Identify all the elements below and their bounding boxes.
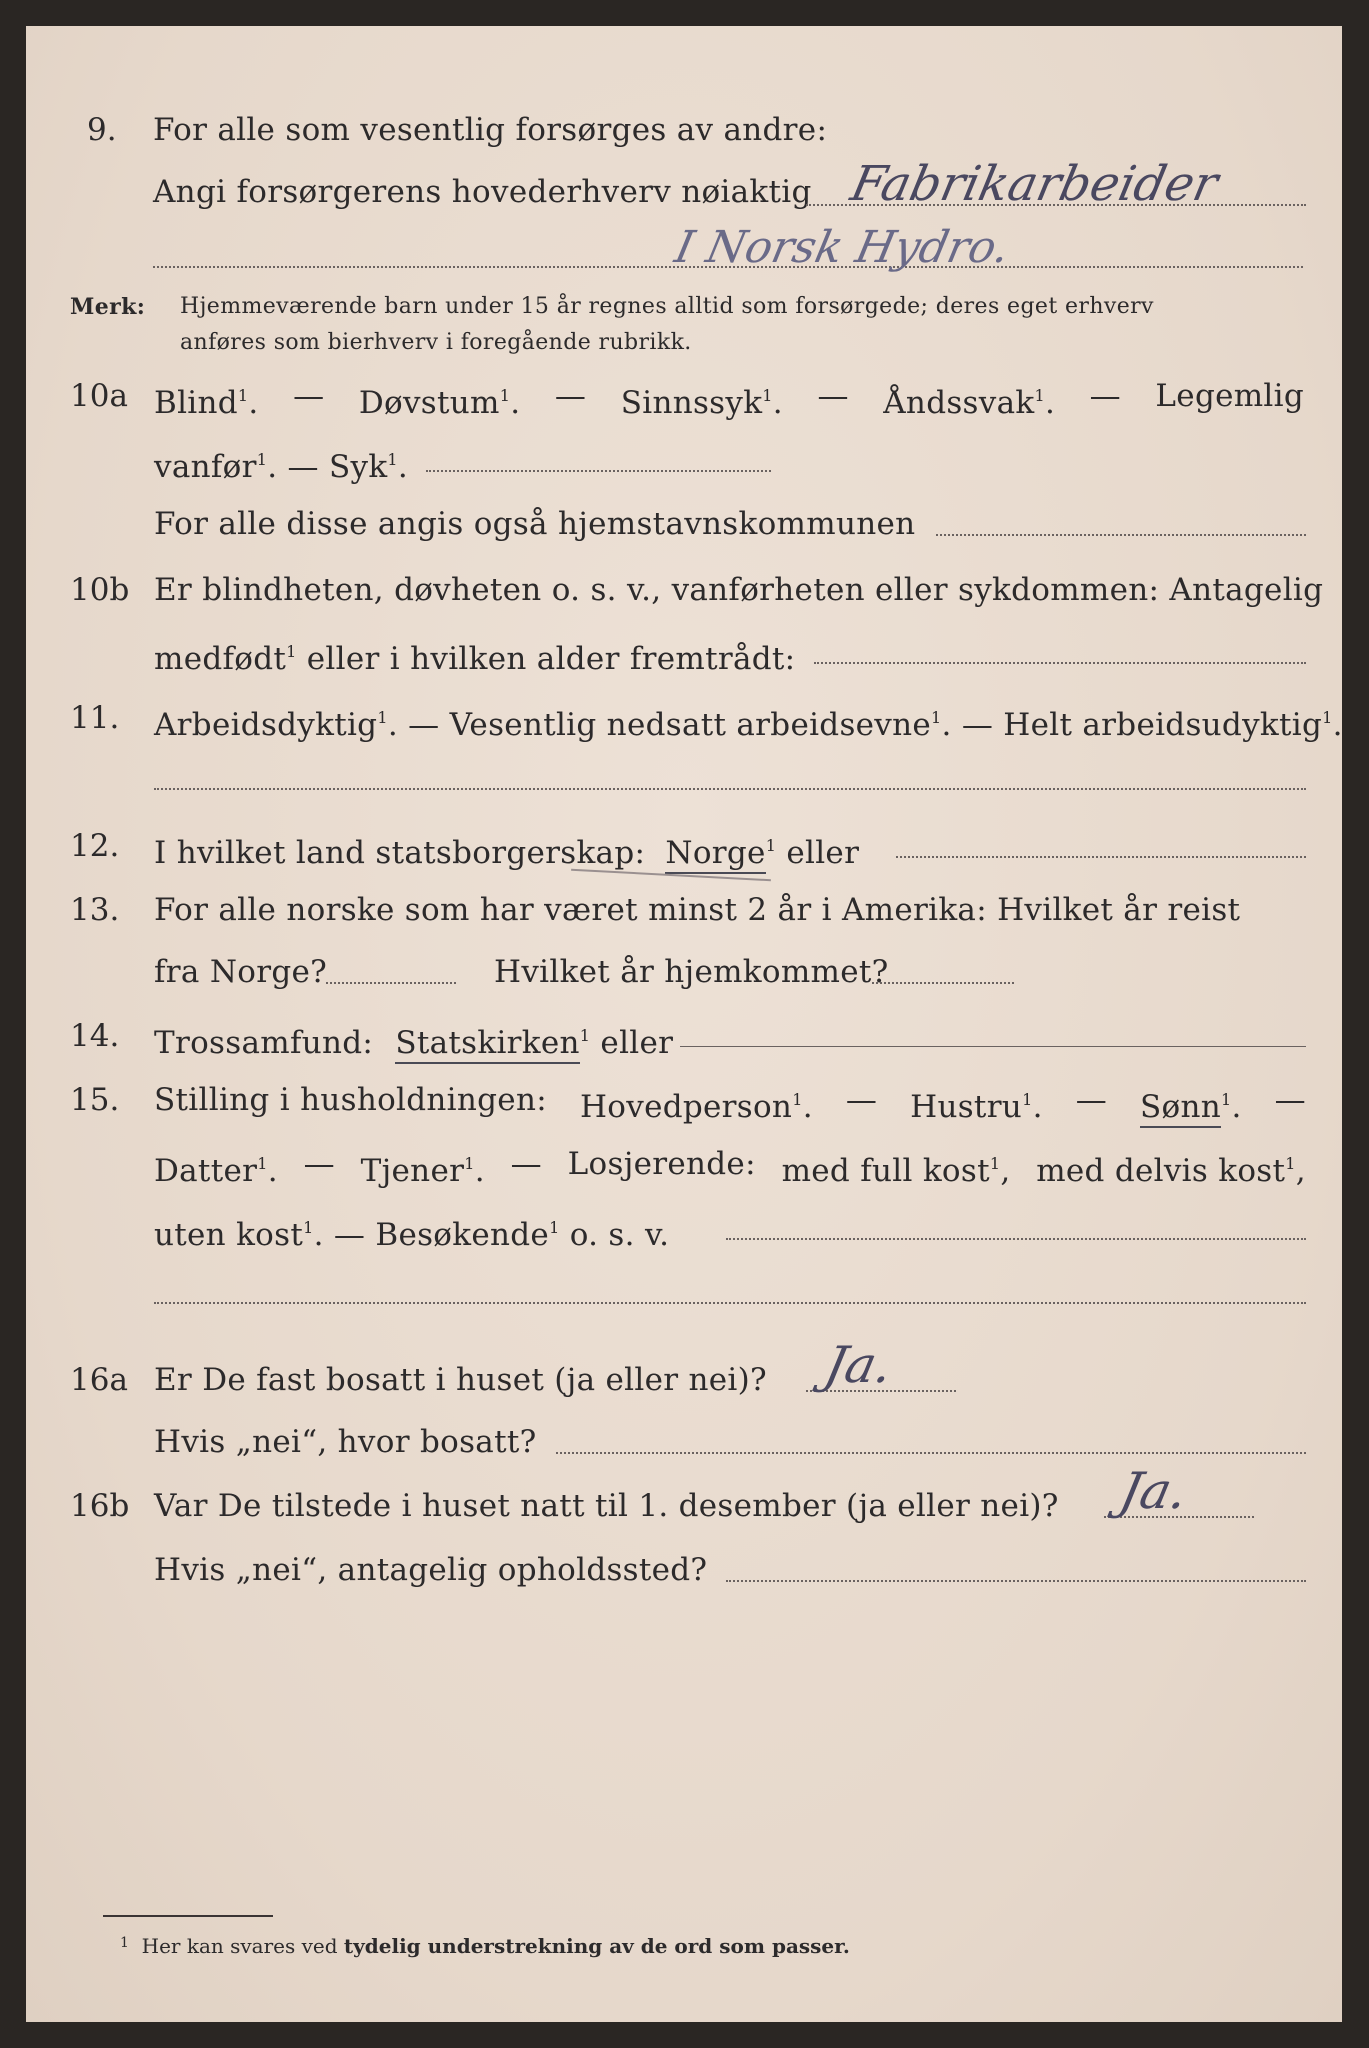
q11-number: 11. (70, 700, 120, 736)
q16a-line1: Er De fast bosatt i huset (ja eller nei)? (154, 1362, 767, 1398)
q13-line1: For alle norske som har været minst 2 år i Amerika: Hvilket år reist (154, 892, 1241, 928)
q15-utenkost: uten kost (154, 1217, 304, 1253)
q15-sonn-underlined: Sønn (1140, 1089, 1221, 1128)
merk-label: Merk: (70, 294, 146, 320)
q15-delviskost: med delvis kost (1036, 1153, 1286, 1189)
q10b-line2: medfødt$^1$ eller i hvilken alder fremtrådt: (154, 641, 796, 677)
q13-line2a: fra Norge? (154, 954, 328, 990)
q10a-legemlig: Legemlig (1155, 378, 1304, 414)
q10b-line1: Er blindheten, døvheten o. s. v., vanførheten eller sykdommen: Antagelig (154, 572, 1324, 608)
q14-statskirken-underlined: Statskirken (395, 1025, 579, 1064)
q12-answer-line (896, 856, 1306, 858)
q15-number: 15. (70, 1082, 120, 1118)
q9-line1: For alle som vesentlig forsørges av andre: (153, 112, 828, 148)
q15-answer-line2 (154, 1302, 1306, 1304)
q12-line: I hvilket land statsborgerskap: Norge$^1$ eller (154, 826, 859, 873)
q16b-handwritten-answer: Ja. (1114, 1462, 1193, 1520)
q10a-line2: vanfør$^1$. — Syk$^1$. (154, 449, 409, 485)
q10a-kommune-line (936, 534, 1306, 536)
q10a-line1: Blind$^1$. — Døvstum$^1$. — Sinnssyk$^1$. — Åndssvak$^1$. — Legemlig (154, 378, 1304, 421)
q9-number: 9. (87, 112, 117, 148)
q15-fullkost: med full kost (781, 1153, 990, 1189)
q16a-line2: Hvis „nei“, hvor bosatt? (154, 1424, 537, 1460)
q10a-line3: For alle disse angis også hjemstavnskommunen (154, 506, 916, 542)
q16a-bosatt-line (556, 1452, 1306, 1454)
q10a-syk-line (426, 470, 771, 472)
q14-answer-line (680, 1046, 1306, 1047)
q11-udyktig: Helt arbeidsudyktig (1003, 707, 1323, 743)
merk-line1: Hjemmeværende barn under 15 år regnes alltid som forsørgede; deres eget erhverv (180, 294, 1154, 319)
q15-hovedperson: Hovedperson (579, 1089, 793, 1125)
q10a-andssvak: Åndssvak (883, 385, 1035, 421)
footnote: $^1$ Her kan svares ved tydelig understrekning av de ord som passer. (120, 1934, 850, 1958)
q16a-number: 16a (70, 1362, 128, 1398)
q9-handwritten-employer: I Norsk Hydro. (670, 222, 1015, 273)
q15-losjerende: Losjerende: (567, 1146, 756, 1182)
q11-answer-line (154, 788, 1306, 790)
q10b-number: 10b (70, 572, 130, 608)
q10a-blind: Blind (154, 385, 238, 421)
q10a-sinnssyk: Sinnssyk (620, 385, 763, 421)
q15-line2: Datter$^1$. — Tjener$^1$. — Losjerende: med full kost$^1$, med delvis kost$^1$, (154, 1146, 1306, 1189)
q16b-line1: Var De tilstede i huset natt til 1. desember (ja eller nei)? (154, 1488, 1059, 1524)
q16b-opholdssted-line (726, 1580, 1306, 1582)
q15-hustru: Hustru (910, 1089, 1023, 1125)
q10b-answer-line (814, 662, 1306, 664)
q16a-handwritten-answer: Ja. (819, 1336, 898, 1394)
q11-arbeidsdyktig: Arbeidsdyktig (154, 707, 378, 743)
q16b-line2: Hvis „nei“, antagelig opholdssted? (154, 1552, 708, 1588)
q15-datter: Datter (154, 1153, 258, 1189)
q9-line2: Angi forsørgerens hovederhverv nøiaktig (153, 174, 812, 210)
q12-number: 12. (70, 828, 120, 864)
q15-answer-line (726, 1238, 1306, 1240)
q10b-medfodt: medfødt (154, 641, 287, 677)
census-form-page (26, 26, 1342, 2022)
q15-tjener: Tjener (360, 1153, 465, 1189)
q13-line2b: Hvilket år hjemkommet? (494, 954, 889, 990)
q15-line3: uten kost$^1$. — Besøkende$^1$ o. s. v. (154, 1217, 670, 1253)
q15-besokende: Besøkende (375, 1217, 550, 1253)
q12-norge-underlined: Norge (665, 835, 765, 874)
q13-number: 13. (70, 892, 120, 928)
q13-reist-line (326, 982, 456, 984)
q10a-number: 10a (70, 378, 128, 414)
q14-line: Trossamfund: Statskirken$^1$ eller (154, 1016, 673, 1063)
q10a-syk: Syk (328, 449, 388, 485)
q16b-number: 16b (70, 1488, 130, 1524)
merk-line2: anføres som bierhverv i foregående rubrikk. (180, 330, 692, 355)
q15-line1: Stilling i husholdningen: Hovedperson$^1$. — Hustru$^1$. — Sønn$^1$. — (154, 1080, 1306, 1127)
q11-nedsatt: Vesentlig nedsatt arbeidsevne (449, 707, 932, 743)
q11-line1: Arbeidsdyktig$^1$. — Vesentlig nedsatt arbeidsevne$^1$. — Helt arbeidsudyktig$^1$. (154, 707, 1343, 743)
q10a-vanfor: vanfør (154, 449, 257, 485)
footnote-rule (103, 1915, 273, 1917)
q10a-dovstum: Døvstum (358, 385, 500, 421)
q9-handwritten-occupation: Fabrikarbeider (846, 156, 1223, 212)
q14-number: 14. (70, 1018, 120, 1054)
q13-hjemkommet-line (872, 982, 1014, 984)
